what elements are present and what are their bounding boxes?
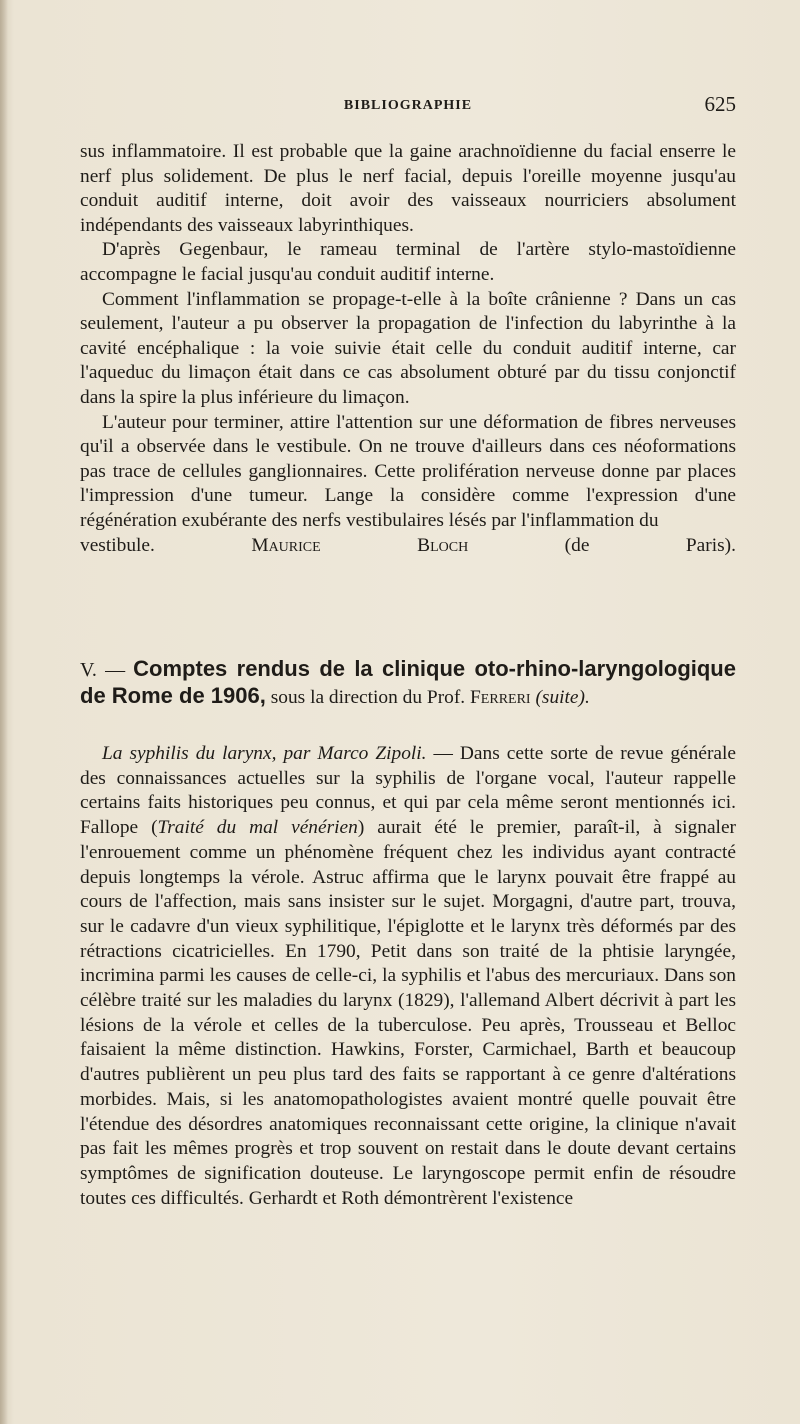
paragraph: sus inflammatoire. Il est probable que la gaine arachnoïdienne du facial enserre le nerf plus solidement. De plus le nerf facial, depuis l'oreille moyenne jusqu'au conduit auditif interne, doit avoir des vaisseaux nourriciers absolument indépendants des vaisseaux labyrinthiques. [80, 141, 736, 236]
page-edge-shadow [0, 0, 8, 1424]
section-number: V. — [80, 659, 126, 681]
paragraph: D'après Gegenbaur, le rameau terminal de l'artère stylo-mastoïdienne accompagne le facial jusqu'au conduit auditif interne. [80, 239, 736, 285]
section-suite: (suite). [535, 687, 590, 708]
section-title: Comptes rendus de la clinique oto-rhino-laryngologique de Rome de 1906, [80, 656, 736, 708]
last-word: vestibule. [80, 534, 155, 556]
article-body [80, 742, 736, 1211]
article-work-title: Traité du mal vénérien [157, 817, 358, 839]
running-title: BIBLIOGRAPHIE [343, 98, 473, 113]
section-direction: sous la direction du Prof. [270, 687, 466, 708]
section-heading [80, 656, 736, 710]
article-paragraph [80, 742, 736, 1211]
article-text: — Dans cette sorte de revue générale des connaissances actuelles sur la syphilis de l'organe vocal, l'auteur rappelle certains faits historiques peu connus, et qui par cela même seront mentionnés ici. Fallope ( [80, 743, 737, 839]
paragraph: Comment l'inflammation se propage-t-elle à la boîte crânienne ? Dans un cas seulement, l'auteur a pu observer la propagation de l'infection du labyrinthe à la cavité encéphalique : la voie suivie était celle du conduit auditif interne, car l'aqueduc du limaçon était dans ce cas absolument obturé par du tissu conjonctif dans la spire la plus inférieure du limaçon. [80, 288, 736, 408]
article-text-rest: ) aurait été le premier, paraît-il, à signaler l'enrouement comme un phénomène fréquent chez les individus ayant contracté depuis longtemps la vérole. Astruc affirma que le larynx pouvait être frappé au cours de l'affection, mais sans insister sur le sujet. Morgagni, d'autre part, trouva, sur le cadavre d'un vieux syphilitique, l'épiglotte et le larynx très déformés par des rétractions cicatricielles. En 1790, Petit dans son traité de la phtisie laryngée, incrimina parmi les causes de celle-ci, la syphilis et l'abus des mercuriaux. Dans son célèbre traité sur les maladies du larynx (1829), l'allemand Albert décrivit à part les lésions de la vérole et celles de la tuberculose. Peu après, Trousseau et Belloc faisaient la même distinction. Hawkins, Forster, Carmichael, Barth et beaucoup d'autres publièrent un peu plus tard des faits se rapportant à ce genre d'altérations morbides. Mais, si les anatomopathologistes avaient montré quelle pouvait être l'étendue des désordres anatomiques reconnaissant cette origine, la clinique n'avait pas fait les mêmes progrès et trop souvent on restait dans le doute devant certains symptômes de signification douteuse. Le laryngoscope permit enfin de résoudre toutes ces difficultés. Gerhardt et Roth démontrèrent l'existence [80, 817, 737, 1209]
signature-place: (de Paris). [564, 534, 736, 556]
review-signature [80, 534, 736, 559]
page-header [80, 92, 736, 120]
article-title: La syphilis du larynx, [102, 743, 277, 764]
review-text-top [80, 140, 736, 558]
page-number: 625 [704, 92, 736, 116]
signature-author: Maurice Bloch [251, 534, 469, 556]
section-professor: Ferreri [470, 687, 531, 708]
article-author: par Marco Zipoli. [283, 743, 427, 764]
paragraph: L'auteur pour terminer, attire l'attention sur une déformation de fibres nerveuses qu'il a observée dans le vestibule. On ne trouve d'ailleurs dans ces néoformations pas trace de cellules ganglionnaires. Cette prolifération nerveuse donne par places l'impression d'une tumeur. Lange la considère comme l'expression d'une régénération exubérante des nerfs vestibulaires lésés par l'inflammation du [80, 411, 736, 531]
